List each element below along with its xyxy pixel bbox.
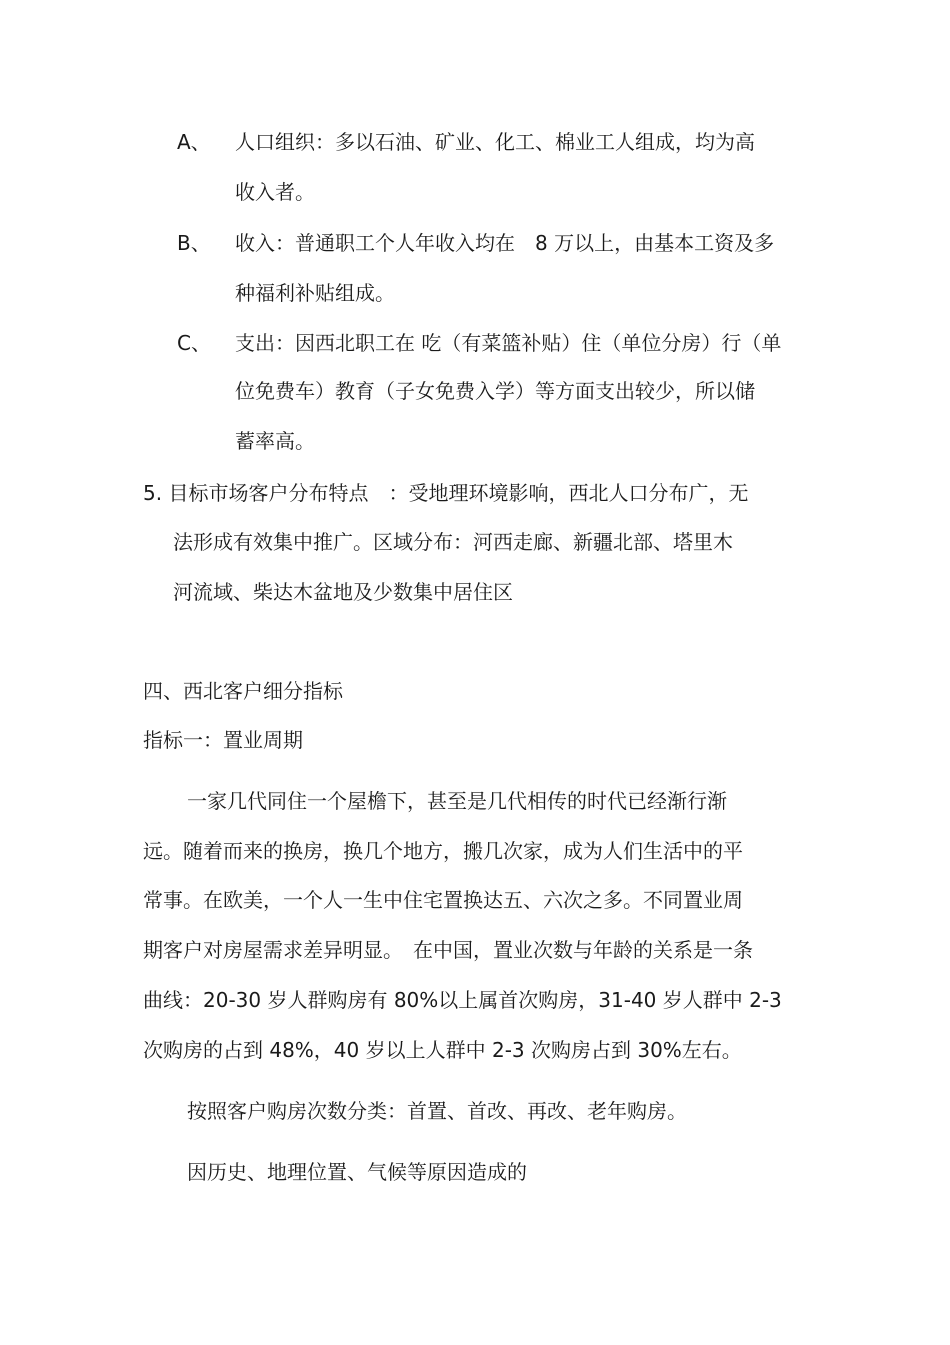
item5-line-1: 5. 目标市场客户分布特点 ：受地理环境影响，西北人口分布广，无 xyxy=(143,481,749,505)
paragraph3: 因历史、地理位置、气候等原因造成的 xyxy=(187,1160,527,1184)
list-item-b-line-2: 种福利补贴组成。 xyxy=(235,281,395,305)
paragraph2: 按照客户购房次数分类：首置、首改、再改、老年购房。 xyxy=(187,1099,687,1123)
paragraph1-line-4: 期客户对房屋需求差异明显。 在中国，置业次数与年龄的关系是一条 xyxy=(143,938,753,962)
section-heading: 四、西北客户细分指标 xyxy=(143,679,343,703)
paragraph1-line-5: 曲线：20-30 岁人群购房有 80%以上属首次购房，31-40 岁人群中 2-3 xyxy=(143,988,782,1012)
sub-heading: 指标一：置业周期 xyxy=(143,728,303,752)
item5-line-3: 河流域、柴达木盆地及少数集中居住区 xyxy=(173,580,513,604)
list-item-a-line-1: 人口组织：多以石油、矿业、化工、棉业工人组成，均为高 xyxy=(235,130,755,154)
list-item-c-line-2: 位免费车）教育（子女免费入学）等方面支出较少，所以储 xyxy=(235,379,755,403)
list-item-a-line-2: 收入者。 xyxy=(235,180,315,204)
list-marker-b: B、 xyxy=(177,231,211,255)
list-item-c-line-3: 蓄率高。 xyxy=(235,429,315,453)
list-marker-a: A、 xyxy=(177,130,211,154)
list-marker-c: C、 xyxy=(177,331,211,355)
paragraph1-line-3: 常事。在欧美，一个人一生中住宅置换达五、六次之多。不同置业周 xyxy=(143,888,743,912)
list-item-b-line-1: 收入：普通职工个人年收入均在 8 万以上，由基本工资及多 xyxy=(235,231,775,255)
paragraph1-line-2: 远。随着而来的换房，换几个地方，搬几次家，成为人们生活中的平 xyxy=(143,839,743,863)
paragraph1-line-1: 一家几代同住一个屋檐下，甚至是几代相传的时代已经渐行渐 xyxy=(187,789,727,813)
list-item-c-line-1: 支出：因西北职工在 吃（有菜篮补贴）住（单位分房）行（单 xyxy=(235,331,782,355)
item5-line-2: 法形成有效集中推广。区域分布：河西走廊、新疆北部、塔里木 xyxy=(173,530,733,554)
paragraph1-line-6: 次购房的占到 48%，40 岁以上人群中 2-3 次购房占到 30%左右。 xyxy=(143,1038,742,1062)
